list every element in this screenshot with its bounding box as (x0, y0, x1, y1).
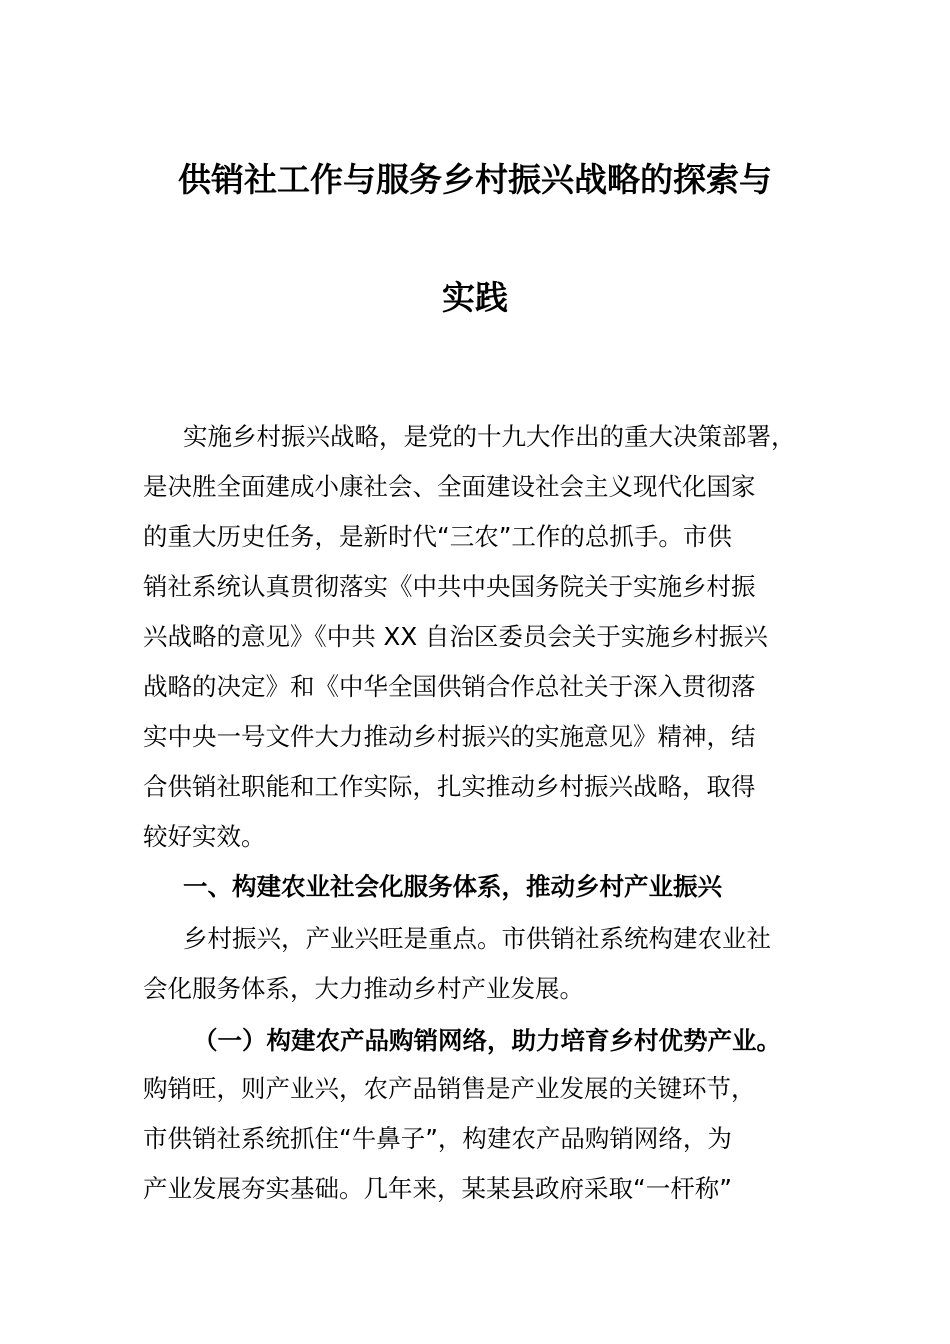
heading-text: 一、构建农业社会化服务体系，推动乡村产业振兴 (183, 872, 722, 901)
text-line: 较好实效。 (143, 822, 266, 851)
text-line: 合供销社职能和工作实际，扎实推动乡村振兴战略，取得 (143, 772, 756, 801)
text-line: 会化服务体系，大力推动乡村产业发展。 (143, 974, 584, 1003)
intro-paragraph (143, 412, 808, 862)
text-line: 销社系统认真贯彻落实《中共中央国务院关于实施乡村振 (143, 572, 756, 601)
text-line: 的重大历史任务，是新时代“三农”工作的总抓手。市供 (143, 522, 732, 551)
text-line: 兴战略的意见》《中共 XX 自治区委员会关于实施乡村振兴 (143, 622, 768, 651)
document-title-line-1: 供销社工作与服务乡村振兴战略的探索与 (178, 160, 772, 199)
text-line: 是决胜全面建成小康社会、全面建设社会主义现代化国家 (143, 472, 756, 501)
text-line: 产业发展夯实基础。几年来，某某县政府采取“一杆称” (143, 1174, 732, 1203)
document-title-line-2: 实践 (442, 278, 508, 317)
text-line: 乡村振兴，产业兴旺是重点。市供销社系统构建农业社 (183, 924, 771, 953)
section-paragraph (143, 914, 808, 1014)
text-line: 实施乡村振兴战略，是党的十九大作出的重大决策部署， (183, 422, 796, 451)
subheading-text: （一）构建农产品购销网络，助力培育乡村优势产业。 (193, 1026, 781, 1055)
section-heading (143, 862, 808, 912)
subsection-paragraph (143, 1064, 808, 1214)
text-line: 市供销社系统抓住“牛鼻子”，构建农产品购销网络，为 (143, 1124, 732, 1153)
subsection-heading (143, 1016, 808, 1066)
text-line: 战略的决定》和《中华全国供销合作总社关于深入贯彻落 (143, 672, 756, 701)
text-line: 购销旺，则产业兴，农产品销售是产业发展的关键环节， (143, 1074, 756, 1103)
text-line: 实中央一号文件大力推动乡村振兴的实施意见》精神，结 (143, 722, 756, 751)
